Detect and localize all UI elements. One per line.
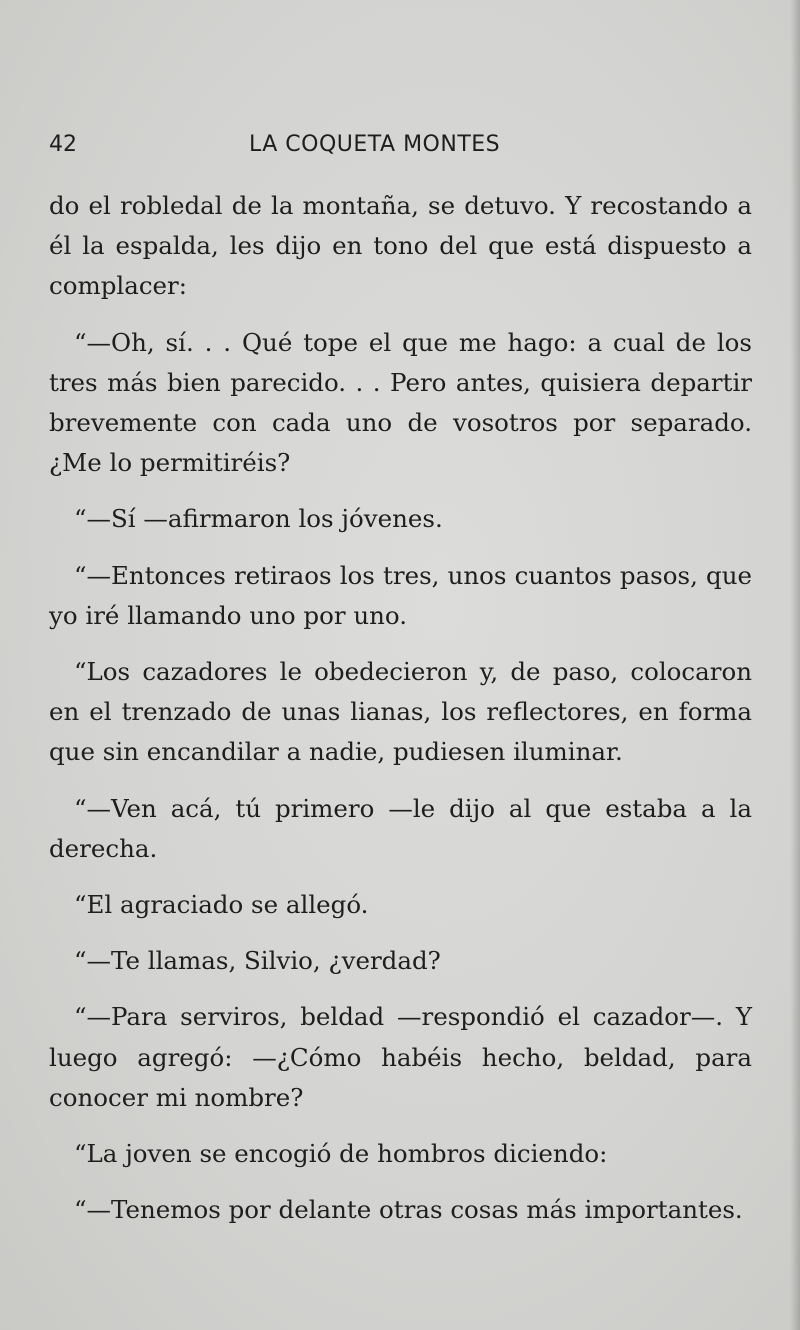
- page-edge-shadow: [790, 0, 800, 1330]
- body-text: [49, 186, 752, 1246]
- paragraph: “—Ven acá, tú primero —le dijo al que estaba a la derecha.: [49, 793, 752, 863]
- paragraph: “—Tenemos por delante otras cosas más importantes.: [74, 1195, 743, 1225]
- paragraph: do el robledal de la montaña, se detuvo. Y recostando a él la espalda, les dijo en tono del que está dispuesto a complacer:: [49, 191, 752, 301]
- running-title: LA COQUETA MONTES: [249, 132, 501, 157]
- paragraph: “—Sí —afirmaron los jóvenes.: [74, 504, 443, 534]
- paragraph: “El agraciado se allegó.: [74, 890, 369, 920]
- paragraph: “La joven se encogió de hombros diciendo:: [74, 1139, 608, 1169]
- page-number: 42: [49, 132, 77, 157]
- paragraph: “—Entonces retiraos los tres, unos cuantos pasos, que yo iré llamando uno por uno.: [49, 560, 752, 630]
- paragraph: “—Para serviros, beldad —respondió el cazador—. Y luego agregó: —¿Cómo habéis hecho, beldad, para conocer mi nombre?: [49, 1002, 752, 1112]
- paragraph: “—Oh, sí. . . Qué tope el que me hago: a cual de los tres más bien parecido. . . Pero antes, quisiera departir brevemente con cada uno de vosotros por separado. ¿Me lo permitiréis?: [49, 327, 752, 478]
- page-header: [49, 127, 749, 163]
- paragraph: “—Te llamas, Silvio, ¿verdad?: [74, 946, 441, 976]
- paragraph: “Los cazadores le obedecieron y, de paso, colocaron en el trenzado de unas lianas, los reflectores, en forma que sin encandilar a nadie, pudiesen iluminar.: [49, 657, 752, 767]
